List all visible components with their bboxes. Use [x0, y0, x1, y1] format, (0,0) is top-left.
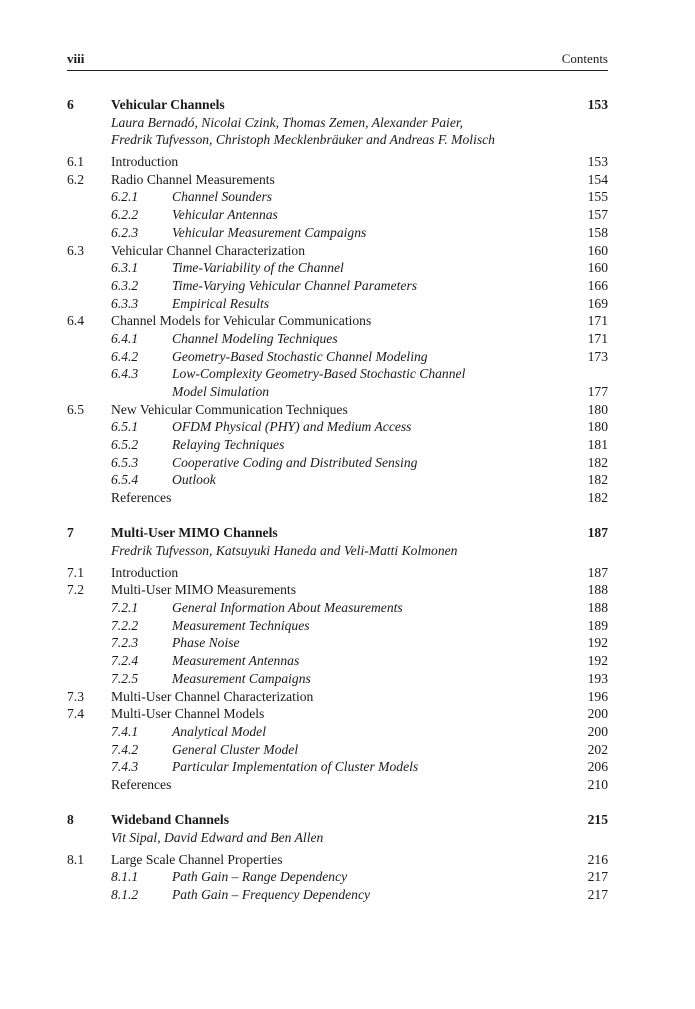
- authors-text: Laura Bernadó, Nicolai Czink, Thomas Zemen, Alexander Paier,: [111, 114, 464, 130]
- subsection-number: 6.4.1: [111, 330, 139, 346]
- entry-page: 173: [587, 348, 608, 364]
- chapter-heading: [67, 96, 608, 114]
- entry-page: 155: [587, 189, 608, 205]
- subsection-title: General Cluster Model: [172, 741, 299, 757]
- section-entry: [67, 242, 608, 260]
- chapter-gap: [67, 507, 608, 525]
- subsection-number: 6.5.1: [111, 419, 139, 435]
- subsection-entry: [67, 188, 608, 206]
- subsection-title: Analytical Model: [172, 723, 266, 739]
- subsection-title: Relaying Techniques: [172, 437, 285, 453]
- chapter-authors: [67, 131, 608, 149]
- entry-page: 153: [587, 154, 608, 170]
- subsection-entry: [67, 365, 608, 383]
- entry-page: 187: [587, 564, 608, 580]
- chapter-authors: [67, 114, 608, 132]
- chapter-heading: [67, 524, 608, 542]
- subsection-title: Channel Sounders: [172, 189, 273, 205]
- section-title: References: [111, 776, 172, 792]
- section-title: Radio Channel Measurements: [111, 171, 275, 187]
- entry-page: 202: [587, 741, 608, 757]
- subsection-number: 6.2.1: [111, 189, 139, 205]
- subsection-number: 7.4.2: [111, 741, 139, 757]
- chapter-number: 7: [67, 525, 74, 541]
- chapter-title: Multi-User MIMO Channels: [111, 525, 278, 541]
- subsection-number: 6.4.3: [111, 366, 139, 382]
- authors-text: Fredrik Tufvesson, Katsuyuki Haneda and Veli-Matti Kolmonen: [111, 543, 458, 558]
- entry-page: 171: [587, 313, 608, 329]
- subsection-entry: [67, 224, 608, 242]
- entry-page: 182: [587, 454, 608, 470]
- section-number: 6.2: [67, 171, 84, 187]
- subsection-entry: [67, 383, 608, 401]
- subsection-number: 6.2.2: [111, 207, 139, 223]
- subsection-entry: [67, 206, 608, 224]
- subsection-title: OFDM Physical (PHY) and Medium Access: [172, 419, 412, 435]
- section-number: 8.1: [67, 851, 84, 867]
- subsection-entry: [67, 617, 608, 635]
- table-of-contents: [67, 96, 608, 904]
- subsection-entry: [67, 723, 608, 741]
- subsection-number: 7.2.4: [111, 653, 139, 669]
- subsection-number: 6.3.3: [111, 295, 139, 311]
- entry-page: 196: [587, 688, 608, 704]
- entry-page: 182: [587, 490, 608, 506]
- section-title: Large Scale Channel Properties: [111, 851, 283, 867]
- section-title: References: [111, 490, 172, 506]
- subsection-title: General Information About Measurements: [172, 600, 403, 616]
- subsection-number: 6.3.1: [111, 260, 139, 276]
- entry-page: 210: [587, 776, 608, 792]
- section-entry: [67, 312, 608, 330]
- entry-page: 177: [587, 384, 608, 399]
- section-number: 6.4: [67, 313, 84, 329]
- section-title: Multi-User Channel Models: [111, 706, 265, 722]
- entry-page: 216: [587, 851, 608, 867]
- subsection-entry: [67, 634, 608, 652]
- entry-page: 217: [587, 869, 608, 885]
- subsection-title: Empirical Results: [172, 295, 270, 311]
- section-title: Channel Models for Vehicular Communications: [111, 313, 372, 329]
- section-title: Multi-User Channel Characterization: [111, 688, 314, 704]
- entry-page: 181: [587, 437, 608, 453]
- entry-page: 169: [587, 295, 608, 311]
- chapter-authors: [67, 829, 608, 847]
- subsection-entry: [67, 868, 608, 886]
- section-number: 7.4: [67, 706, 84, 722]
- subsection-entry: [67, 259, 608, 277]
- entry-page: 154: [587, 171, 608, 187]
- subsection-number: 8.1.2: [111, 886, 139, 902]
- subsection-number: 6.2.3: [111, 224, 139, 240]
- references-entry: [67, 489, 608, 507]
- running-title: Contents: [561, 51, 608, 66]
- subsection-title: Path Gain – Frequency Dependency: [172, 886, 371, 902]
- entry-page: 189: [587, 617, 608, 633]
- subsection-title: Phase Noise: [172, 635, 240, 651]
- subsection-entry: [67, 418, 608, 436]
- subsection-title: Model Simulation: [172, 384, 270, 399]
- entry-page: 200: [587, 723, 608, 739]
- subsection-title: Particular Implementation of Cluster Models: [172, 759, 419, 775]
- section-title: Multi-User MIMO Measurements: [111, 582, 296, 598]
- section-title: New Vehicular Communication Techniques: [111, 401, 348, 417]
- subsection-number: 8.1.1: [111, 869, 139, 885]
- section-entry: [67, 171, 608, 189]
- entry-page: 200: [587, 706, 608, 722]
- section-entry: [67, 401, 608, 419]
- chapter-title: Vehicular Channels: [111, 97, 225, 112]
- entry-page: 192: [587, 635, 608, 651]
- section-entry: [67, 705, 608, 723]
- subsection-entry: [67, 652, 608, 670]
- subsection-number: 6.5.3: [111, 454, 139, 470]
- chapter-number: 8: [67, 812, 74, 828]
- subsection-number: 7.2.3: [111, 635, 139, 651]
- subsection-title: Low-Complexity Geometry-Based Stochastic Channel: [172, 366, 466, 382]
- section-title: Vehicular Channel Characterization: [111, 242, 306, 258]
- subsection-entry: [67, 454, 608, 472]
- entry-page: 193: [587, 670, 608, 686]
- subsection-entry: [67, 670, 608, 688]
- section-number: 6.1: [67, 154, 84, 170]
- section-entry: [67, 153, 608, 171]
- section-entry: [67, 851, 608, 869]
- subsection-number: 7.4.3: [111, 759, 139, 775]
- subsection-title: Geometry-Based Stochastic Channel Modeling: [172, 348, 428, 364]
- entry-page: 206: [587, 759, 608, 775]
- subsection-title: Path Gain – Range Dependency: [172, 869, 348, 885]
- subsection-title: Measurement Campaigns: [172, 670, 311, 686]
- running-header: [67, 50, 608, 71]
- authors-text: Vit Sipal, David Edward and Ben Allen: [111, 829, 324, 845]
- subsection-title: Vehicular Measurement Campaigns: [172, 224, 367, 240]
- entry-page: 171: [587, 330, 608, 346]
- subsection-title: Time-Varying Vehicular Channel Parameters: [172, 277, 418, 293]
- subsection-entry: [67, 599, 608, 617]
- subsection-number: 6.5.4: [111, 472, 139, 488]
- section-number: 7.3: [67, 688, 84, 704]
- section-number: 6.5: [67, 401, 84, 417]
- subsection-title: Time-Variability of the Channel: [172, 260, 344, 276]
- entry-page: 188: [587, 600, 608, 616]
- entry-page: 180: [587, 419, 608, 435]
- section-entry: [67, 581, 608, 599]
- entry-page: 157: [587, 207, 608, 223]
- subsection-title: Measurement Antennas: [172, 653, 300, 669]
- chapter-heading: [67, 811, 608, 829]
- subsection-number: 7.2.2: [111, 617, 139, 633]
- subsection-title: Cooperative Coding and Distributed Sensing: [172, 454, 418, 470]
- chapter-page: 215: [587, 812, 608, 828]
- subsection-title: Channel Modeling Techniques: [172, 330, 338, 346]
- entry-page: 182: [587, 472, 608, 488]
- section-number: 7.2: [67, 582, 84, 598]
- entry-page: 217: [587, 886, 608, 902]
- subsection-number: 6.3.2: [111, 277, 139, 293]
- section-title: Introduction: [111, 154, 179, 170]
- chapter-number: 6: [67, 97, 74, 112]
- subsection-number: 7.4.1: [111, 723, 139, 739]
- entry-page: 180: [587, 401, 608, 417]
- subsection-entry: [67, 330, 608, 348]
- subsection-entry: [67, 348, 608, 366]
- subsection-number: 7.2.5: [111, 670, 139, 686]
- entry-page: 160: [587, 242, 608, 258]
- subsection-entry: [67, 436, 608, 454]
- chapter-authors: [67, 542, 608, 560]
- section-title: Introduction: [111, 564, 179, 580]
- subsection-title: Outlook: [172, 472, 216, 488]
- entry-page: 160: [587, 260, 608, 276]
- entry-page: 158: [587, 224, 608, 240]
- section-number: 7.1: [67, 564, 84, 580]
- section-entry: [67, 564, 608, 582]
- subsection-entry: [67, 471, 608, 489]
- section-entry: [67, 688, 608, 706]
- chapter-gap: [67, 794, 608, 812]
- subsection-number: 7.2.1: [111, 600, 139, 616]
- subsection-title: Measurement Techniques: [172, 617, 310, 633]
- chapter-title: Wideband Channels: [111, 812, 229, 828]
- subsection-entry: [67, 277, 608, 295]
- subsection-entry: [67, 295, 608, 313]
- entry-page: 192: [587, 653, 608, 669]
- subsection-number: 6.5.2: [111, 437, 139, 453]
- references-entry: [67, 776, 608, 794]
- entry-page: 166: [587, 277, 608, 293]
- subsection-title: Vehicular Antennas: [172, 207, 278, 223]
- subsection-entry: [67, 758, 608, 776]
- chapter-page: 153: [587, 97, 608, 112]
- entry-page: 188: [587, 582, 608, 598]
- section-number: 6.3: [67, 242, 84, 258]
- subsection-entry: [67, 886, 608, 904]
- subsection-number: 6.4.2: [111, 348, 139, 364]
- subsection-entry: [67, 741, 608, 759]
- authors-text: Fredrik Tufvesson, Christoph Mecklenbräuker and Andreas F. Molisch: [111, 132, 495, 148]
- chapter-page: 187: [587, 525, 608, 541]
- page-number: viii: [67, 51, 85, 66]
